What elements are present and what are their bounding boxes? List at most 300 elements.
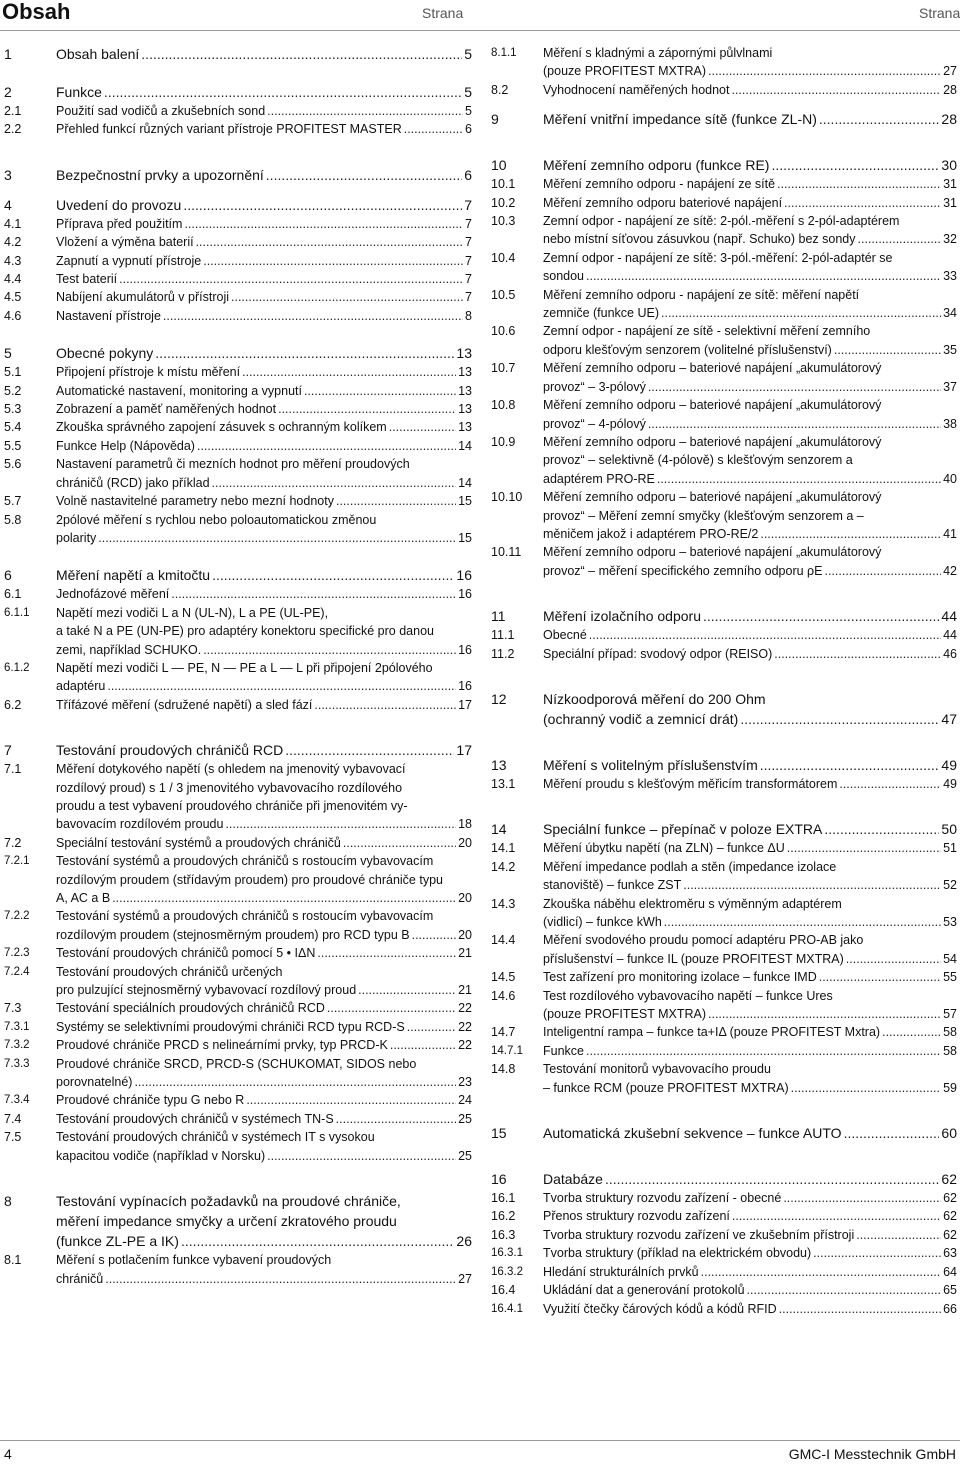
toc-entry[interactable] xyxy=(491,1300,957,1318)
toc-dot-leader xyxy=(813,1244,941,1262)
toc-entry-page: 20 xyxy=(458,835,472,850)
toc-entry-page: 58 xyxy=(943,1025,957,1040)
toc-entry[interactable] xyxy=(4,492,472,510)
toc-entry-title-row xyxy=(56,1036,472,1054)
toc-entry-title-row xyxy=(56,270,472,288)
toc-dot-leader xyxy=(104,82,462,102)
toc-entry[interactable] xyxy=(491,1244,957,1262)
toc-entry-title-row xyxy=(543,155,957,175)
toc-entry[interactable] xyxy=(4,437,472,455)
toc-entry[interactable] xyxy=(491,322,957,359)
toc-entry[interactable] xyxy=(491,606,957,626)
toc-entry-title-row xyxy=(56,999,472,1017)
toc-entry-title-line: (funkce ZL-PE a IK) xyxy=(56,1233,179,1250)
toc-entry[interactable] xyxy=(4,343,472,363)
toc-entry-page: 6 xyxy=(465,122,472,137)
toc-entry-body xyxy=(543,819,957,839)
toc-dot-leader xyxy=(731,81,941,99)
toc-entry-title-line: – funkce RCM (pouze PROFITEST MXTRA) xyxy=(543,1080,789,1095)
toc-entry[interactable] xyxy=(491,155,957,175)
toc-entry-page: 7 xyxy=(464,196,472,213)
toc-entry-page: 17 xyxy=(458,697,472,712)
toc-dot-leader xyxy=(683,876,941,894)
toc-entry[interactable] xyxy=(4,1251,472,1288)
toc-entry-title-row xyxy=(543,1281,957,1299)
toc-entry-title-row xyxy=(56,363,472,381)
toc-entry[interactable] xyxy=(4,565,472,585)
toc-entry-number: 11.2 xyxy=(491,646,515,661)
toc-dot-leader xyxy=(882,1023,941,1041)
toc-entry-number: 10.8 xyxy=(491,398,516,413)
toc-entry-body xyxy=(56,492,472,510)
toc-dot-leader xyxy=(760,525,941,543)
toc-entry-page: 28 xyxy=(941,111,957,128)
toc-entry-title-line: Obecné pokyny xyxy=(56,345,154,362)
toc-dot-leader xyxy=(783,1189,941,1207)
toc-entry-number: 7.3 xyxy=(4,1001,22,1016)
toc-entry[interactable] xyxy=(491,626,957,644)
toc-entry-number: 4.6 xyxy=(4,308,22,323)
toc-entry-number: 8 xyxy=(4,1193,12,1210)
toc-entry-title-line: chráničů (RCD) jako příklad xyxy=(56,475,210,490)
toc-entry-page: 33 xyxy=(943,269,957,284)
toc-spacer xyxy=(4,325,472,343)
toc-entry-number: 16.3 xyxy=(491,1227,516,1242)
toc-entry-title-line: Funkce xyxy=(543,1043,584,1058)
toc-entry[interactable] xyxy=(4,1128,472,1165)
toc-entry[interactable] xyxy=(491,1042,957,1060)
toc-entry-page: 16 xyxy=(458,679,472,694)
toc-entry-title-line: Uvedení do provozu xyxy=(56,196,182,213)
toc-entry[interactable] xyxy=(4,102,472,120)
toc-entry-number: 7.3.4 xyxy=(4,1094,30,1107)
toc-dot-leader xyxy=(266,165,462,185)
toc-dot-leader xyxy=(336,1110,456,1128)
toc-entry-number: 7.4 xyxy=(4,1111,22,1126)
toc-entry-page: 17 xyxy=(456,742,472,759)
toc-dot-leader xyxy=(824,819,939,839)
toc-entry-number: 14.4 xyxy=(491,933,516,948)
toc-entry-body xyxy=(56,288,472,306)
toc-entry[interactable] xyxy=(491,819,957,839)
toc-entry-title-line: Test rozdílového vybavovacího napětí – funkce Ures xyxy=(543,988,833,1003)
toc-entry-page: 53 xyxy=(943,915,957,929)
toc-entry[interactable] xyxy=(491,44,957,81)
toc-entry[interactable] xyxy=(4,944,472,962)
toc-entry-body xyxy=(543,1281,957,1299)
toc-entry[interactable] xyxy=(491,1226,957,1244)
toc-entry-page: 20 xyxy=(458,891,472,905)
toc-entry-title-row xyxy=(56,740,472,760)
toc-entry-body xyxy=(56,363,472,381)
toc-entry[interactable] xyxy=(491,488,957,543)
toc-entry-number: 16.3.1 xyxy=(491,1247,523,1260)
toc-entry-title-line: Automatická zkušební sekvence – funkce AUTO xyxy=(543,1125,842,1142)
toc-spacer xyxy=(4,139,472,165)
toc-dot-leader xyxy=(107,677,456,695)
toc-entry[interactable] xyxy=(4,82,472,102)
toc-entry-title-line: Měření impedance podlah a stěn (impedance izolace xyxy=(543,859,837,874)
toc-entry[interactable] xyxy=(4,907,472,944)
toc-entry-number: 14 xyxy=(491,821,507,838)
toc-entry[interactable] xyxy=(4,511,472,548)
toc-entry[interactable] xyxy=(491,987,957,1024)
toc-entry-title-row xyxy=(56,44,472,64)
toc-entry[interactable] xyxy=(491,1169,957,1189)
toc-entry-number: 16.2 xyxy=(491,1209,516,1224)
toc-entry-body xyxy=(56,120,472,138)
toc-entry-number: 12 xyxy=(491,690,507,707)
toc-entry-number: 5.6 xyxy=(4,457,22,472)
toc-entry[interactable] xyxy=(491,755,957,775)
toc-spacer xyxy=(4,547,472,565)
toc-entry[interactable] xyxy=(4,363,472,381)
toc-entry[interactable] xyxy=(4,1018,472,1036)
toc-entry-body xyxy=(56,963,472,1000)
toc-entry-title-row xyxy=(56,288,472,306)
toc-entry-title-line: Příprava před použitím xyxy=(56,216,183,231)
toc-entry-body xyxy=(543,689,957,729)
toc-entry[interactable] xyxy=(4,288,472,306)
toc-entry-title-row xyxy=(543,415,957,433)
toc-entry-body xyxy=(543,931,957,968)
toc-entry-title-line: Napětí mezi vodiči L — PE, N — PE a L — L při připojení 2pólového xyxy=(56,660,433,675)
toc-entry-title-row xyxy=(56,1270,472,1288)
toc-entry[interactable] xyxy=(4,195,472,215)
toc-entry-title-line: Systémy se selektivními proudovými chrániči RCD typu RCD-S xyxy=(56,1019,405,1034)
toc-entry-number: 5.1 xyxy=(4,365,22,380)
toc-entry-body xyxy=(56,418,472,436)
toc-entry-body xyxy=(56,1055,472,1092)
toc-entry[interactable] xyxy=(491,858,957,895)
toc-entry[interactable] xyxy=(4,418,472,436)
toc-entry-title-line: Bezpečnostní prvky a upozornění xyxy=(56,166,264,183)
toc-spacer xyxy=(491,663,957,689)
toc-entry-title-line: (ochranný vodič a zemnicí drát) xyxy=(543,710,739,727)
toc-entry-title-line: Zemní odpor - napájení ze sítě: 2-pól.-měření s 2-pól-adaptérem xyxy=(543,214,900,229)
toc-entry-body xyxy=(543,488,957,543)
toc-entry-page: 7 xyxy=(465,216,472,231)
toc-entry-page: 37 xyxy=(943,379,957,394)
toc-entry[interactable] xyxy=(491,1263,957,1281)
toc-entry-title-line: (vidlicí) – funkce kWh xyxy=(543,915,662,929)
toc-entry-title-row xyxy=(543,1123,957,1143)
toc-entry[interactable] xyxy=(4,307,472,325)
toc-dot-leader xyxy=(225,815,456,833)
toc-dot-leader xyxy=(708,1005,941,1023)
toc-entry[interactable] xyxy=(491,286,957,323)
toc-entry[interactable] xyxy=(4,696,472,714)
toc-entry-body xyxy=(543,1189,957,1207)
page-number: 4 xyxy=(4,1446,12,1462)
toc-entry-page: 7 xyxy=(465,253,472,268)
toc-entry-title-row xyxy=(56,215,472,233)
toc-dot-leader xyxy=(389,418,456,436)
toc-entry-page: 8 xyxy=(465,308,472,323)
toc-entry[interactable] xyxy=(491,645,957,663)
toc-dot-leader xyxy=(834,341,941,359)
toc-entry[interactable] xyxy=(491,1207,957,1225)
toc-dot-leader xyxy=(777,175,941,193)
toc-entry-title-row xyxy=(543,950,957,968)
toc-dot-leader xyxy=(740,709,939,729)
toc-entry[interactable] xyxy=(491,895,957,932)
toc-entry[interactable] xyxy=(4,1110,472,1128)
toc-entry[interactable] xyxy=(491,175,957,193)
toc-entry-title-line: Měření napětí a kmitočtu xyxy=(56,567,211,584)
toc-entry-body xyxy=(56,907,472,944)
toc-entry-body xyxy=(543,1042,957,1060)
toc-entry[interactable] xyxy=(4,215,472,233)
toc-entry[interactable] xyxy=(491,1123,957,1143)
toc-entry-number: 6 xyxy=(4,567,12,584)
toc-entry[interactable] xyxy=(4,852,472,907)
toc-entry-title-row xyxy=(543,1169,957,1189)
toc-entry-title-line: provoz“ – 4-pólový xyxy=(543,416,646,431)
toc-dot-leader xyxy=(701,1263,941,1281)
toc-dot-leader xyxy=(336,492,456,510)
toc-entry-number: 16.4 xyxy=(491,1283,516,1298)
toc-entry-body xyxy=(56,760,472,834)
toc-entry-title-line: Měření proudu s klešťovým měřicím transformátorem xyxy=(543,776,838,791)
toc-entry[interactable] xyxy=(4,999,472,1017)
toc-entry-number: 16.3.2 xyxy=(491,1265,523,1278)
toc-dot-leader xyxy=(586,1042,941,1060)
toc-entry-title-row xyxy=(56,696,472,714)
toc-dot-leader xyxy=(183,195,462,215)
toc-entry-title-line: Měření zemního odporu - napájení ze sítě xyxy=(543,177,776,192)
toc-entry[interactable] xyxy=(491,543,957,580)
toc-entry-title-row xyxy=(56,834,472,852)
toc-entry-title-row xyxy=(543,606,957,626)
toc-spacer xyxy=(491,793,957,819)
toc-entry-page: 31 xyxy=(943,195,957,210)
toc-entry-page: 51 xyxy=(943,841,957,856)
toc-entry[interactable] xyxy=(491,1189,957,1207)
toc-dot-leader xyxy=(314,696,456,714)
toc-entry-title-line: Nízkoodporová měření do 200 Ohm xyxy=(543,690,766,707)
toc-entry-title-line: Funkce xyxy=(56,84,102,100)
toc-entry-page: 5 xyxy=(465,104,472,118)
toc-entry[interactable] xyxy=(4,165,472,185)
toc-entry-title-row xyxy=(543,562,957,580)
toc-entry-title-line: zemi, například SCHUKO. xyxy=(56,642,202,657)
toc-entry-page: 60 xyxy=(941,1125,957,1142)
toc-entry-body xyxy=(56,852,472,907)
toc-entry-page: 34 xyxy=(943,306,957,321)
toc-entry-title-row xyxy=(56,307,472,325)
toc-entry-number: 10.7 xyxy=(491,361,516,376)
toc-entry-title-row xyxy=(56,382,472,400)
toc-dot-leader xyxy=(404,120,463,138)
toc-entry-title-line: Funkce Help (Nápověda) xyxy=(56,438,195,453)
toc-entry-title-line: Tvorba struktury rozvodu zařízení ve zkušebním přístroji xyxy=(543,1227,855,1242)
toc-entry-page: 38 xyxy=(943,416,957,431)
toc-entry-title-line: bavovacím rozdílovém proudu xyxy=(56,817,224,832)
toc-entry-title-line: Proudové chrániče SRCD, PRCD-S (SCHUKOMAT, SIDOS nebo xyxy=(56,1056,417,1071)
toc-entry-number: 5.5 xyxy=(4,438,22,453)
toc-dot-leader xyxy=(708,62,941,80)
toc-entry[interactable] xyxy=(4,659,472,696)
toc-entry-number: 14.7 xyxy=(491,1025,516,1040)
toc-dot-leader xyxy=(407,1018,456,1036)
toc-dot-leader xyxy=(779,1300,941,1318)
toc-entry-title-row xyxy=(543,876,957,894)
toc-entry[interactable] xyxy=(491,968,957,986)
toc-entry[interactable] xyxy=(491,1060,957,1097)
toc-entry[interactable] xyxy=(4,1055,472,1092)
toc-entry[interactable] xyxy=(4,740,472,760)
toc-entry-title-line: Hledání strukturálních prvků xyxy=(543,1264,699,1279)
toc-dot-leader xyxy=(184,215,463,233)
toc-entry[interactable] xyxy=(4,382,472,400)
toc-entry[interactable] xyxy=(491,839,957,857)
toc-entry-body xyxy=(56,565,472,585)
toc-entry[interactable] xyxy=(4,604,472,659)
toc-dot-leader xyxy=(304,382,456,400)
toc-entry-title-row xyxy=(543,470,957,488)
toc-entry[interactable] xyxy=(491,1281,957,1299)
toc-entry-title-row xyxy=(543,1005,957,1023)
toc-entry-body xyxy=(543,44,957,81)
page-column-label-right: Strana xyxy=(919,5,960,21)
toc-entry-title-line: Měření s kladnými a zápornými půlvlnami xyxy=(543,46,773,60)
toc-entry-title-line: Tvorba struktury (příklad na elektrickém obvodu) xyxy=(543,1246,812,1261)
toc-entry-number: 11 xyxy=(491,608,506,625)
toc-dot-leader xyxy=(267,102,463,120)
toc-entry[interactable] xyxy=(491,81,957,99)
toc-dot-leader xyxy=(317,944,456,962)
toc-entry[interactable] xyxy=(491,1023,957,1041)
toc-entry-title-line: Zkouška správného zapojení zásuvek s ochranným kolíkem xyxy=(56,420,387,435)
toc-entry-body xyxy=(56,834,472,852)
toc-entry-title-row xyxy=(56,815,472,833)
toc-entry-page: 13 xyxy=(456,345,472,362)
toc-entry-title-row xyxy=(543,341,957,359)
toc-entry-title-row xyxy=(543,378,957,396)
toc-entry[interactable] xyxy=(4,963,472,1000)
toc-entry-number: 5.7 xyxy=(4,494,22,509)
toc-dot-leader xyxy=(787,839,941,857)
toc-entry-body xyxy=(543,895,957,932)
toc-entry[interactable] xyxy=(4,834,472,852)
toc-entry-title-line: Speciální případ: svodový odpor (REISO) xyxy=(543,646,773,661)
toc-entry-page: 13 xyxy=(458,420,472,435)
toc-entry-page: 21 xyxy=(458,983,472,998)
toc-dot-leader xyxy=(784,194,941,212)
toc-entry-page: 22 xyxy=(458,1019,472,1034)
toc-entry[interactable] xyxy=(491,689,957,729)
toc-entry-number: 4.5 xyxy=(4,290,22,305)
toc-entry-page: 63 xyxy=(943,1246,957,1261)
toc-entry-title-row xyxy=(56,1147,472,1165)
toc-entry[interactable] xyxy=(491,396,957,433)
toc-entry-title-line: Měření s potlačením funkce vybavení proudových xyxy=(56,1253,332,1268)
toc-entry-title-line: adaptérem PRO-RE xyxy=(543,471,655,486)
toc-entry[interactable] xyxy=(4,585,472,603)
toc-entry-page: 54 xyxy=(943,951,957,966)
toc-entry-number: 8.1 xyxy=(4,1253,22,1268)
toc-entry-number: 16.1 xyxy=(491,1191,516,1206)
toc-entry[interactable] xyxy=(491,249,957,286)
toc-entry-body xyxy=(543,1060,957,1097)
toc-entry-title-row xyxy=(56,981,472,999)
toc-entry-number: 4.1 xyxy=(4,216,22,231)
toc-entry-page: 49 xyxy=(943,776,957,791)
toc-entry-title-line: Proudové chrániče PRCD s nelineárními prvky, typ PRCD-K xyxy=(56,1038,388,1053)
toc-entry-number: 5.3 xyxy=(4,402,22,417)
toc-entry-title-line: Měření zemního odporu - napájení ze sítě: měření napětí xyxy=(543,287,860,302)
toc-entry[interactable] xyxy=(4,1191,472,1251)
toc-entry-title-row xyxy=(543,1244,957,1262)
toc-entry-body xyxy=(56,382,472,400)
toc-entry-title-row xyxy=(56,1018,472,1036)
toc-entry-title-line: Obsah balení xyxy=(56,46,140,62)
toc-entry-number: 10.3 xyxy=(491,214,516,229)
toc-entry-title-row xyxy=(56,82,472,102)
toc-entry-title-line: Měření zemního odporu – bateriové napájení „akumulátorový xyxy=(543,545,882,560)
toc-entry-number: 6.1.2 xyxy=(4,661,30,674)
toc-entry[interactable] xyxy=(4,44,472,64)
toc-entry[interactable] xyxy=(491,359,957,396)
toc-entry-page: 44 xyxy=(941,608,957,625)
toc-entry[interactable] xyxy=(4,1091,472,1109)
toc-entry[interactable] xyxy=(4,120,472,138)
toc-entry-page: 26 xyxy=(456,1233,472,1250)
toc-entry-title-row xyxy=(56,120,472,138)
toc-entry[interactable] xyxy=(4,233,472,251)
toc-entry-title-line: Připojení přístroje k místu měření xyxy=(56,365,241,380)
toc-entry-number: 14.8 xyxy=(491,1062,516,1077)
toc-dot-leader xyxy=(824,562,941,580)
toc-column-left xyxy=(4,44,472,1288)
toc-entry[interactable] xyxy=(4,760,472,834)
toc-entry[interactable] xyxy=(491,212,957,249)
toc-entry-title-row xyxy=(56,641,472,659)
toc-entry-title-line: Testování proudových chráničů pomocí 5 • IΔN xyxy=(56,946,316,961)
toc-dot-leader xyxy=(343,834,456,852)
toc-entry-title-line: Proudové chrániče typu G nebo R xyxy=(56,1093,245,1108)
toc-entry[interactable] xyxy=(491,433,957,488)
toc-entry-body xyxy=(543,212,957,249)
toc-entry-number: 10.4 xyxy=(491,250,516,265)
toc-entry-body xyxy=(543,543,957,580)
header-divider xyxy=(0,30,960,31)
toc-entry[interactable] xyxy=(491,775,957,793)
toc-entry-number: 10.5 xyxy=(491,287,516,302)
toc-entry-page: 13 xyxy=(458,402,472,417)
toc-entry[interactable] xyxy=(4,455,472,492)
toc-entry-page: 41 xyxy=(943,526,957,541)
toc-entry[interactable] xyxy=(4,270,472,288)
toc-dot-leader xyxy=(390,1036,456,1054)
toc-entry[interactable] xyxy=(4,1036,472,1054)
toc-entry-title-line: Jednofázové měření xyxy=(56,587,170,602)
toc-entry[interactable] xyxy=(491,109,957,129)
toc-entry-body xyxy=(56,195,472,215)
toc-dot-leader xyxy=(819,968,941,986)
toc-entry-page: 25 xyxy=(458,1148,472,1163)
toc-entry[interactable] xyxy=(4,400,472,418)
toc-entry-body xyxy=(56,455,472,492)
toc-entry[interactable] xyxy=(4,252,472,270)
toc-entry-number: 1 xyxy=(4,46,12,62)
toc-entry-number: 11.1 xyxy=(491,628,515,643)
toc-entry[interactable] xyxy=(491,931,957,968)
toc-entry-title-line: Speciální testování systémů a proudových chráničů xyxy=(56,835,341,850)
toc-entry[interactable] xyxy=(491,194,957,212)
toc-entry-title-line: pro pulzující stejnosměrný vybavovací rozdílový proud xyxy=(56,983,357,998)
